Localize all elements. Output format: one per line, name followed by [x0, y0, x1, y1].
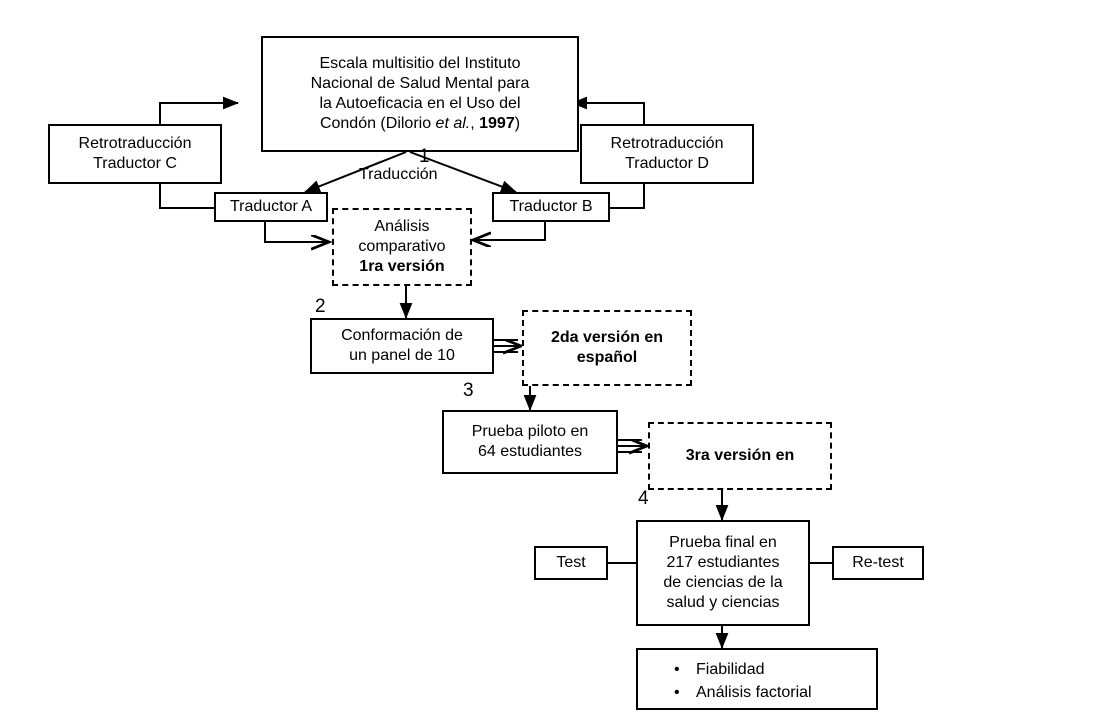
second-version-line2: español [576, 349, 638, 366]
comparative-analysis-line2: comparativo [358, 238, 446, 255]
final-test-line3: de ciencias de la [663, 574, 783, 591]
step-number-4: 4 [638, 488, 649, 509]
final-test-line2: 217 estudiantes [666, 554, 780, 571]
panel-box [310, 318, 494, 374]
outcome-item-1: • Fiabilidad [696, 658, 876, 681]
retest-label: Re-test [852, 554, 904, 571]
outcome-item-2: • Análisis factorial [696, 681, 876, 704]
second-version-box [522, 310, 692, 386]
outcomes-box [636, 648, 878, 710]
retest-box [832, 546, 924, 580]
citation-sep: , [470, 115, 480, 132]
back-translation-d-line1: Retrotraducción [610, 135, 724, 152]
step-number-3: 3 [463, 380, 474, 401]
test-box [534, 546, 608, 580]
citation-year: 1997 [479, 115, 515, 132]
step-number-2: 2 [315, 296, 326, 317]
second-version-line1: 2da versión en [550, 329, 664, 346]
panel-line2: un panel de 10 [349, 347, 455, 364]
panel-line1: Conformación de [341, 327, 463, 344]
final-test-box [636, 520, 810, 626]
citation-end: ) [514, 115, 521, 132]
third-version-line1: 3ra versión en [685, 447, 795, 464]
source-scale-line2: Nacional de Salud Mental para [310, 75, 530, 92]
final-test-line1: Prueba final en [669, 534, 777, 551]
back-translation-c-box [48, 124, 222, 184]
translator-b-box [492, 192, 610, 222]
citation-etal: et al. [435, 115, 471, 132]
source-scale-line3: la Autoeficacia en el Uso del [319, 95, 521, 112]
source-scale-line1: Escala multisitio del Instituto [319, 55, 521, 72]
translator-a-box [214, 192, 328, 222]
source-scale-box [261, 36, 579, 152]
test-label: Test [556, 554, 586, 571]
back-translation-d-box [580, 124, 754, 184]
pilot-test-line2: 64 estudiantes [477, 443, 583, 460]
translation-label: Traducción [359, 166, 438, 183]
comparative-analysis-box [332, 208, 472, 286]
translator-b-label: Traductor B [509, 198, 593, 215]
back-translation-d-line2: Traductor D [625, 155, 709, 172]
translator-a-label: Traductor A [229, 198, 313, 215]
source-scale-line4 [320, 114, 520, 134]
step-number-1: 1 [419, 146, 430, 167]
third-version-box [648, 422, 832, 490]
comparative-analysis-version: 1ra versión [359, 258, 445, 275]
pilot-test-line1: Prueba piloto en [471, 423, 589, 440]
back-translation-c-line1: Retrotraducción [78, 135, 192, 152]
comparative-analysis-line1: Análisis [374, 218, 430, 235]
back-translation-c-line2: Traductor C [93, 155, 177, 172]
citation-pre: Condón (Dilorio [319, 115, 436, 132]
pilot-test-box [442, 410, 618, 474]
final-test-line4: salud y ciencias [666, 594, 780, 611]
